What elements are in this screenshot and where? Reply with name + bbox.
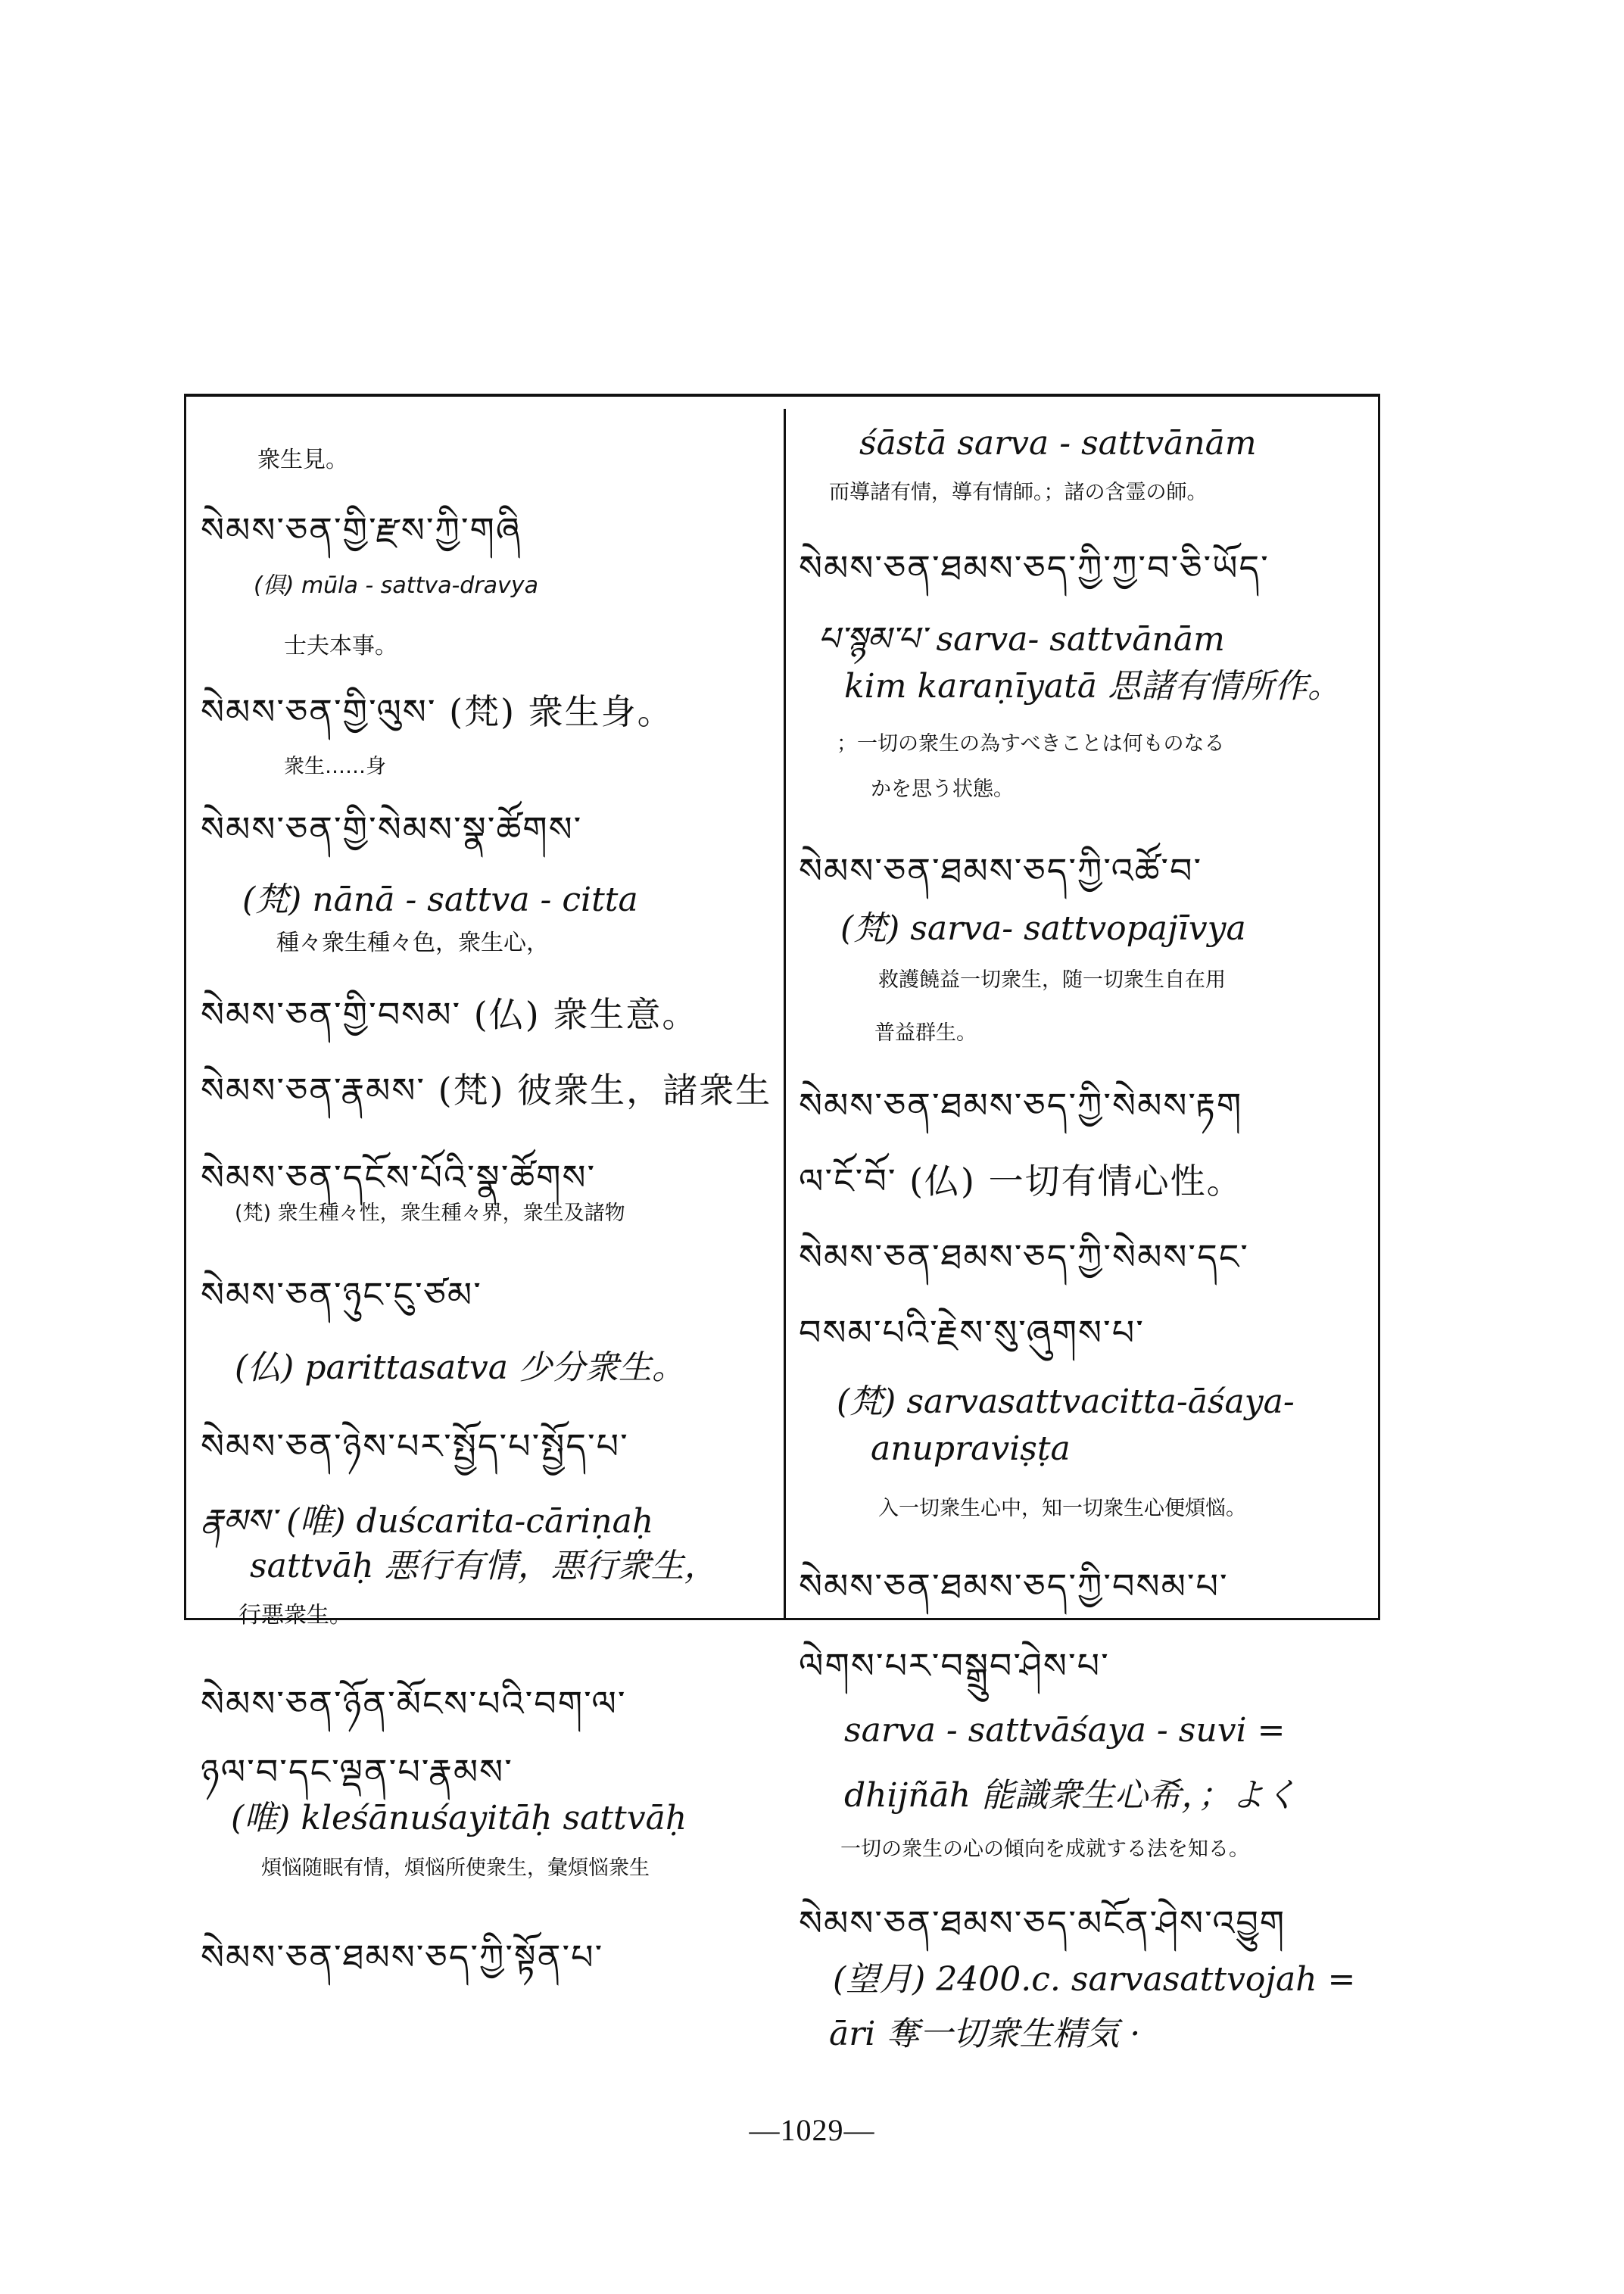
entry-line: སེམས་ཅན་གྱི་ལུས་ (梵) 衆生身。 — [201, 691, 674, 732]
entry-line: sattvāḥ 悪行有情，悪行衆生， — [250, 1547, 718, 1585]
entry-line: 普益群生。 — [874, 1021, 977, 1045]
entry-line: (唯) kleśānuśayitāḥ sattvāḥ — [231, 1799, 687, 1837]
entry-line: སེམས་ཅན་ཐམས་ཅད་ཀྱི་སྟོན་པ་ — [201, 1937, 604, 1978]
entry-line: (梵) nānā - sattva - citta — [242, 881, 638, 919]
entry-line: 救護饒益一切衆生，随一切衆生自在用 — [878, 968, 1226, 992]
entry-line: śāstā sarva - sattvānām — [859, 424, 1257, 463]
entry-line: 一切の衆生の心の傾向を成就する法を知る。 — [840, 1837, 1249, 1861]
entry-line: ལེགས་པར་བསྒྲུབ་ཤེས་པ་ — [799, 1645, 1110, 1686]
entry-line: (俱) mūla - sattva-dravya — [254, 572, 538, 599]
entry-line: སེམས་ཅན་རྣམས་ (梵) 彼衆生，諸衆生 — [201, 1070, 772, 1111]
entry-line: (望月) 2400.c. sarvasattvojah = — [833, 1960, 1356, 1999]
entry-line: かを思う状態。 — [871, 778, 1014, 801]
entry-line: སེམས་ཅན་ཐམས་ཅད་ཀྱི་ཀྱ་བ་ཅི་ཡོད་ — [799, 547, 1270, 588]
entry-line: (梵) sarvasattvacitta-āśaya- — [837, 1382, 1295, 1421]
entry-line: སེམས་ཅན་ཉེས་པར་སྤྱོད་པ་སྤྱོད་པ་ — [201, 1426, 629, 1466]
entry-line: སེམས་ཅན་ཐམས་ཅད་ཀྱི་སེམས་དང་ — [799, 1236, 1249, 1277]
entry-line: 種々衆生種々色，衆生心， — [276, 930, 549, 956]
entry-line: སེམས་ཅན་ཉུང་ངུ་ཙམ་ — [201, 1274, 482, 1315]
entry-line: 行悪衆生。 — [238, 1602, 352, 1629]
entry-line: dhijñāh 能識衆生心希，；よく — [844, 1776, 1298, 1815]
entry-line: སེམས་ཅན་གྱི་རྫས་ཀྱི་གཞི — [201, 510, 522, 550]
entry-line: (梵) sarva- sattvopajīvya — [840, 909, 1246, 948]
entry-line: པ་སྙམ་པ་ sarva- sattvānām — [818, 620, 1225, 659]
entry-line: སེམས་ཅན་ཐམས་ཅད་མངོན་ཤེས་འབྱུག — [799, 1903, 1286, 1943]
column-divider — [784, 409, 786, 1620]
entry-line: 衆生……身 — [284, 755, 386, 778]
entry-line: སེམས་ཅན་ཐམས་ཅད་ཀྱི་སེམས་རྟག — [799, 1085, 1243, 1126]
entry-line: āri 奪一切衆生精気 · — [829, 2015, 1141, 2053]
page-number: —1029— — [749, 2113, 875, 2147]
entry-line: སེམས་ཅན་ཐམས་ཅད་ཀྱི་བསམ་པ་ — [799, 1566, 1229, 1607]
entry-line: ；一切の衆生の為すべきことは何ものなる — [837, 732, 1225, 756]
entry-line: 衆生見。 — [257, 447, 348, 473]
entry-line: 而導諸有情，導有情師。；諸の含霊の師。 — [829, 481, 1208, 504]
entry-line: སེམས་ཅན་ཐམས་ཅད་ཀྱི་འཚོ་བ་ — [799, 850, 1203, 891]
entry-line: 入一切衆生心中，知一切衆生心便煩悩。 — [878, 1497, 1246, 1520]
entry-line: ལ་ངོ་བོ་ (仏) 一切有情心性。 — [799, 1161, 1243, 1202]
entry-line: (仏) parittasatva 少分衆生。 — [235, 1348, 685, 1387]
entry-line: 煩悩随眠有情，煩悩所使衆生，彙煩悩衆生 — [261, 1856, 650, 1880]
entry-line: སེམས་ཅན་གྱི་བསམ་ (仏) 衆生意。 — [201, 994, 699, 1035]
entry-line: རྣམས་ (唯) duścarita-cāriṇaḥ — [201, 1502, 654, 1541]
entry-line: sarva - sattvāśaya - suvi = — [844, 1711, 1286, 1750]
entry-line: སེམས་ཅན་གྱི་སེམས་སྣ་ཚོགས་ — [201, 809, 583, 849]
entry-line: སེམས་ཅན་ཉོན་མོངས་པའི་བག་ལ་ — [201, 1683, 627, 1724]
entry-line: བསམ་པའི་རྗེས་སུ་ཞུགས་པ་ — [799, 1312, 1145, 1353]
entry-line: kim karaṇīyatā 思諸有情所作。 — [844, 667, 1342, 706]
entry-line: anupraviṣṭa — [871, 1429, 1071, 1468]
entry-line: (梵) 衆生種々性，衆生種々界，衆生及諸物 — [235, 1202, 625, 1225]
entry-line: 士夫本事。 — [284, 633, 397, 659]
entry-line: སེམས་ཅན་དངོས་པོའི་སྣ་ཚོགས་ — [201, 1157, 597, 1198]
entry-line: ཉལ་བ་དང་ལྡན་པ་རྣམས་ — [201, 1751, 513, 1792]
